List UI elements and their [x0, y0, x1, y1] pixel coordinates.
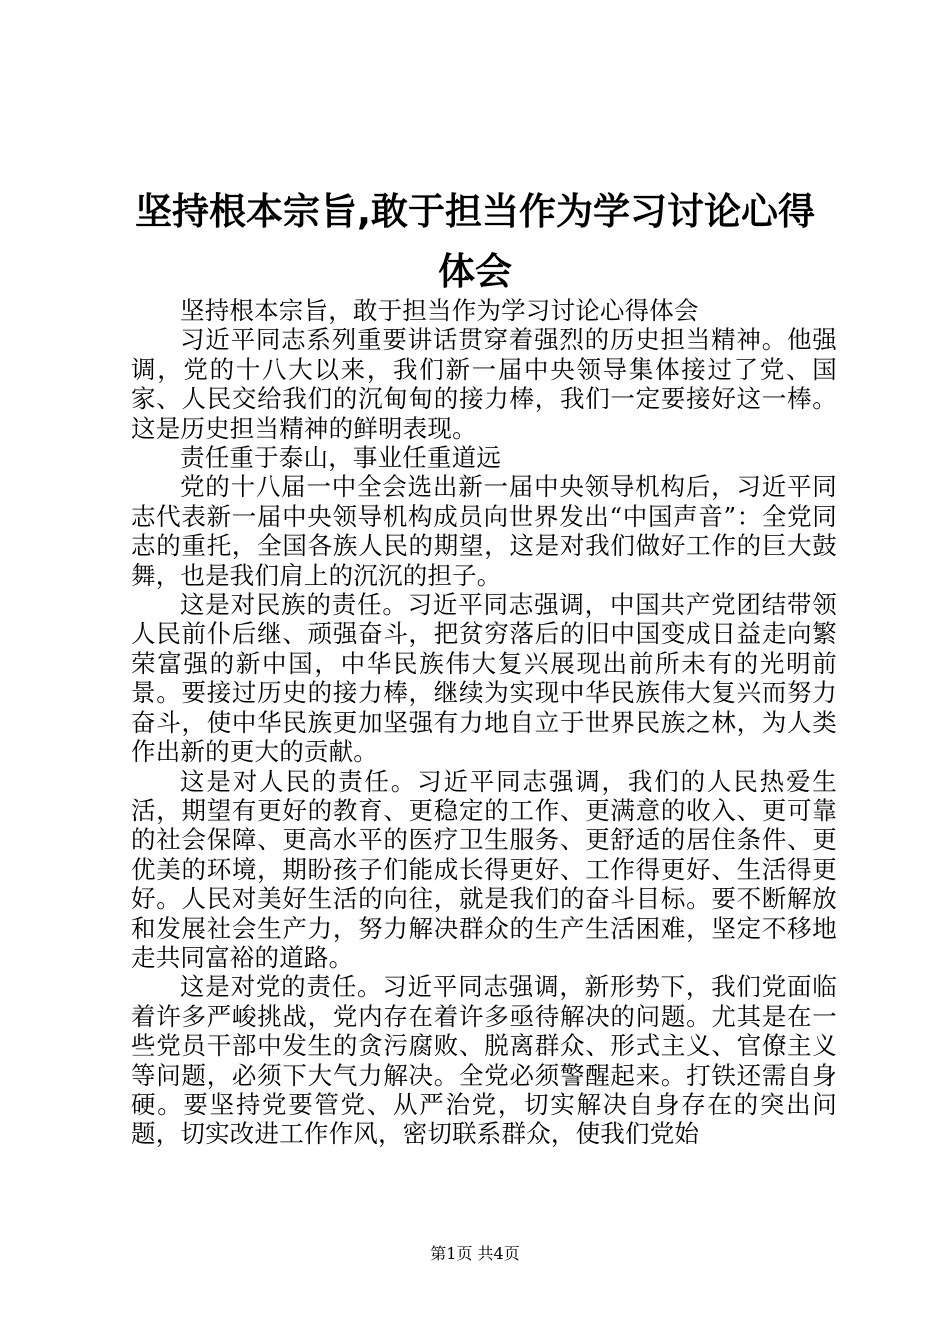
document-title: 坚持根本宗旨,敢于担当作为学习讨论心得体会 [134, 190, 816, 293]
paragraph: 责任重于泰山，事业任重道远 [180, 443, 502, 473]
paragraph: 这是对人民的责任。习近平同志强调，我们的人民热爱生活，期望有更好的教育、更稳定的工作、更满意的收入、更可靠的社会保障、更高水平的医疗卫生服务、更舒适的居住条件、更优美的环境，期盼孩子们能成长得更好、工作得更好、生活得更好。人民对美好生活的向往，就是我们的奋斗目标。要不断解放和发展社会生产力，努力解决群众的生产生活困难，坚定不移地走共同富裕的道路。 [131, 766, 837, 972]
page-footer: 第1页 共4页 [430, 1244, 520, 1263]
paragraph: 这是对党的责任。习近平同志强调，新形势下，我们党面临着许多严峻挑战，党内存在着许多亟待解决的问题。尤其是在一些党员干部中发生的贪污腐败、脱离群众、形式主义、官僚主义等问题，必须下大气力解决。全党必须警醒起来。打铁还需自身硬。要坚持党要管党、从严治党，切实解决自身存在的突出问题，切实改进工作作风，密切联系群众，使我们党始 [131, 972, 837, 1149]
paragraph: 坚持根本宗旨，敢于担当作为学习讨论心得体会 [180, 296, 699, 325]
paragraph: 党的十八届一中全会选出新一届中央领导机构后，习近平同志代表新一届中央领导机构成员向世界发出“中国声音”：全党同志的重托，全国各族人民的期望，这是对我们做好工作的巨大鼓舞，也是我们肩上的沉沉的担子。 [131, 472, 837, 590]
document-body [131, 296, 837, 1149]
paragraph: 这是对民族的责任。习近平同志强调，中国共产党团结带领人民前仆后继、顽强奋斗，把贫穷落后的旧中国变成日益走向繁荣富强的新中国，中华民族伟大复兴展现出前所未有的光明前景。要接过历史的接力棒，继续为实现中华民族伟大复兴而努力奋斗，使中华民族更加坚强有力地自立于世界民族之林，为人类作出新的更大的贡献。 [131, 590, 837, 767]
paragraph: 习近平同志系列重要讲话贯穿着强烈的历史担当精神。他强调，党的十八大以来，我们新一届中央领导集体接过了党、国家、人民交给我们的沉甸甸的接力棒，我们一定要接好这一棒。这是历史担当精神的鲜明表现。 [131, 325, 837, 443]
